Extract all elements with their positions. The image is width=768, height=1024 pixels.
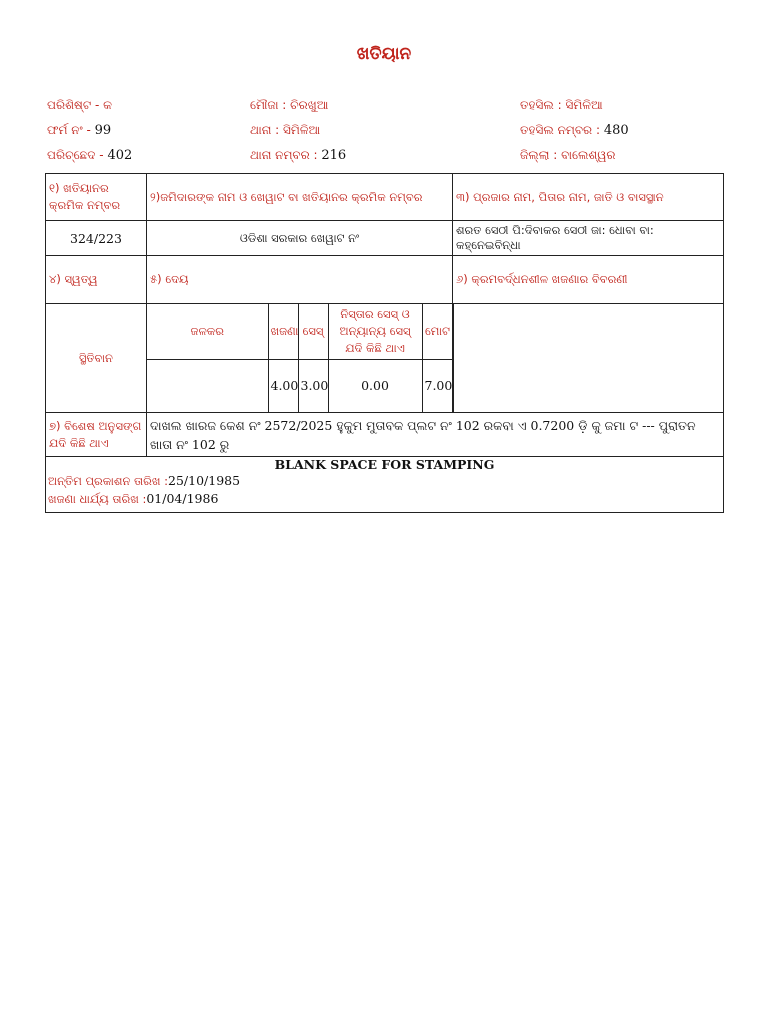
appendix-line [47, 98, 112, 113]
water-tax-value [147, 359, 268, 412]
table-row [46, 457, 724, 513]
tahasil-number-label: ତହସିଲ ନମ୍ବର : [520, 123, 604, 137]
final-publication-label: ଅନ୍ତିମ ପ୍ରକାଶନ ତାରିଖ : [48, 474, 169, 488]
table-row [46, 174, 724, 221]
khatiyan-table [45, 173, 724, 513]
right-header: ୪) ସ୍ୱତ୍ୱ [46, 256, 147, 304]
rent-value: 4.00 [268, 359, 298, 412]
tenant-value: ଶରତ ସେଠୀ ପି:ଦିବାକର ସେଠୀ ଜା: ଧୋବା ବା: କହ୍ନେଇବିନ୍ଧା [453, 221, 724, 256]
final-publication-date: 25/10/1985 [168, 473, 241, 488]
remarks-header: ୭) ବିଶେଷ ଅନୁସଙ୍ଗ ଯଦି କିଛି ଥାଏ [46, 413, 147, 457]
rent-fixed-label: ଖଜଣା ଧାର୍ଯ୍ୟ ତାରିଖ : [48, 492, 147, 506]
total-header: ମୋଟ [422, 304, 453, 359]
khatiyan-number-value: 324/223 [46, 221, 147, 256]
thana-number-line [250, 148, 346, 163]
tenant-header: ୩) ପ୍ରଜାର ନାମ, ପିତାର ନାମ, ଜାତି ଓ ବାସସ୍ଥାନ [453, 174, 724, 221]
water-tax-header: ଜଳକର [147, 304, 268, 359]
tahasil-number-value: 480 [603, 123, 629, 138]
table-row [46, 413, 724, 457]
dues-table [147, 304, 454, 412]
tahasil-label: ତହସିଲ : [520, 98, 566, 112]
stamp-title: BLANK SPACE FOR STAMPING [274, 457, 495, 472]
district-value: ବାଲେଶ୍ୱର [561, 148, 616, 162]
progressive-rent-value [453, 304, 724, 413]
dues-header-row [147, 304, 453, 359]
table-row [46, 221, 724, 256]
tahasil-line [520, 98, 603, 113]
khatiyan-number-header: ୧) ଖତିୟାନର କ୍ରମିକ ନମ୍ବର [46, 174, 147, 221]
form-number-value: 99 [94, 123, 112, 138]
tahasil-number-line [520, 123, 629, 138]
thana-number-value: 216 [321, 148, 347, 163]
right-value: ସ୍ଥିତିବାନ [46, 304, 147, 413]
dues-value-row [147, 359, 453, 412]
rent-fixed-line [48, 490, 721, 508]
cess-value: 3.00 [298, 359, 328, 412]
mouza-label: ମୌଜା : [250, 98, 291, 112]
total-value: 7.00 [422, 359, 453, 412]
district-label: ଜିଲ୍ଲା : [520, 148, 562, 162]
remarks-value: ଦାଖଲ ଖାରଜ କେଶ ନଂ 2572/2025 ହୁକୁମ ମୁତାବକ ପ୍ଲଟ ନଂ 102 ରକବା ଏ 0.7200 ଡ଼ି କୁ ଜମା ଟ --- ପୁରାତନ ଖାତା ନଂ 102 ରୁ [147, 413, 724, 457]
form-number-label: ଫର୍ମ ନଂ - [47, 123, 95, 137]
mouza-line [250, 98, 328, 113]
thana-label: ଥାନା : [250, 123, 284, 137]
form-number-line [47, 123, 111, 138]
stamp-area [46, 457, 724, 513]
dues-header: ୫) ଦେୟ [147, 256, 453, 304]
other-cess-header: ନିସ୍ତାର ସେସ୍ ଓ ଅନ୍ୟାନ୍ୟ ସେସ୍ ଯଦି କିଛି ଥାଏ [328, 304, 422, 359]
chapter-label: ପରିଚ୍ଛେଦ - [47, 148, 108, 162]
final-publication-line [48, 472, 721, 490]
dues-cell [147, 304, 453, 413]
other-cess-value: 0.00 [328, 359, 422, 412]
rent-header: ଖଜଣା [268, 304, 298, 359]
tahasil-value: ସିମିଳିଆ [565, 98, 603, 112]
chapter-value: 402 [107, 148, 133, 163]
district-line [520, 148, 616, 163]
rent-fixed-date: 01/04/1986 [146, 491, 219, 506]
chapter-line [47, 148, 132, 163]
table-row [46, 304, 724, 413]
thana-line [250, 123, 320, 138]
zamindar-header: ୨)ଜମିଦାରଙ୍କ ନାମ ଓ ଖେୱାଟ ବା ଖତିୟାନର କ୍ରମିକ ନମ୍ବର [147, 174, 453, 221]
zamindar-value: ଓଡିଶା ସରକାର ଖେୱାଟ ନଂ [147, 221, 453, 256]
progressive-rent-header: ୬) କ୍ରମବର୍ଦ୍ଧନଶୀଳ ଖଜଣାର ବିବରଣୀ [453, 256, 724, 304]
cess-header: ସେସ୍ [298, 304, 328, 359]
mouza-value: ଚିରଖୁଆ [290, 98, 329, 112]
table-row [46, 256, 724, 304]
appendix-label: ପରିଶିଷ୍ଟ - କ [47, 98, 112, 112]
thana-value: ସିମିଳିଆ [283, 123, 321, 137]
thana-number-label: ଥାନା ନମ୍ବର : [250, 148, 322, 162]
document-title: ଖତିୟାନ [356, 44, 412, 64]
